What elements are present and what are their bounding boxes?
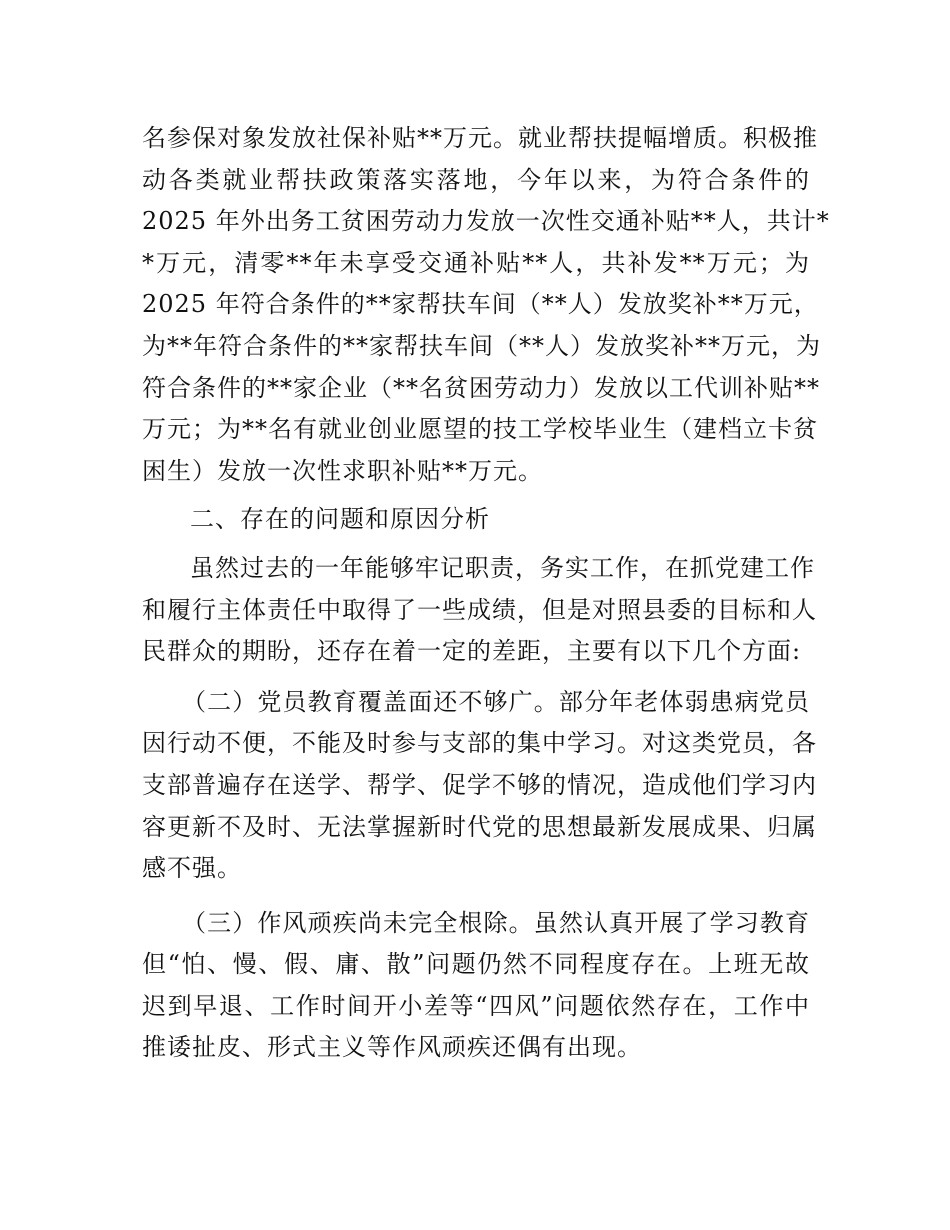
text-line: 符合条件的**家企业（**名贫困劳动力）发放以工代训补贴** bbox=[142, 373, 820, 402]
text-line: 2025 年符合条件的**家帮扶车间（**人）发放奖补**万元， bbox=[142, 290, 819, 319]
document-body bbox=[142, 118, 830, 1069]
section-heading: 二、存在的问题和原因分析 bbox=[190, 505, 490, 534]
text-line: 支部普遍存在送学、帮学、促学不够的情况，造成他们学习内 bbox=[142, 770, 817, 799]
text-line: 迟到早退、工作时间开小差等“四风”问题依然存在，工作中 bbox=[142, 991, 810, 1020]
text-line: （三）作风顽疾尚未完全根除。虽然认真开展了学习教育 bbox=[182, 908, 810, 937]
text-line: 因行动不便，不能及时参与支部的集中学习。对这类党员，各 bbox=[142, 729, 817, 758]
text-line: 和履行主体责任中取得了一些成绩，但是对照县委的目标和人 bbox=[142, 595, 817, 624]
text-line: 2025 年外出务工贫困劳动力发放一次性交通补贴**人，共计* bbox=[142, 207, 830, 236]
paragraph-employment-subsidy bbox=[142, 118, 830, 492]
text-line: 感不强。 bbox=[142, 854, 242, 883]
paragraph-party-education bbox=[142, 682, 817, 890]
text-line: 民群众的期盼，还存在着一定的差距，主要有以下几个方面: bbox=[142, 637, 802, 666]
text-line: 万元；为**名有就业创业愿望的技工学校毕业生（建档立卡贫 bbox=[142, 415, 818, 444]
paragraph-work-style bbox=[142, 903, 810, 1069]
text-line: 名参保对象发放社保补贴**万元。就业帮扶提幅增质。积极推 bbox=[142, 124, 818, 152]
paragraph-problems-intro bbox=[142, 548, 817, 673]
text-line: 容更新不及时、无法掌握新时代党的思想最新发展成果、归属 bbox=[142, 812, 817, 841]
text-line: 虽然过去的一年能够牢记职责，务实工作，在抓党建工作 bbox=[190, 553, 815, 582]
text-line: 为**年符合条件的**家帮扶车间（**人）发放奖补**万元，为 bbox=[142, 331, 821, 360]
text-line: 但“怕、慢、假、庸、散”问题仍然不同程度存在。上班无故 bbox=[142, 950, 810, 979]
text-line: 动各类就业帮扶政策落实落地，今年以来，为符合条件的 bbox=[142, 165, 810, 194]
text-line: （二）党员教育覆盖面还不够广。部分年老体弱患病党员 bbox=[182, 687, 810, 716]
text-line: *万元，清零**年未享受交通补贴**人，共补发**万元；为 bbox=[142, 248, 810, 277]
text-line: 推诿扯皮、形式主义等作风顽疾还偶有出现。 bbox=[142, 1033, 642, 1062]
text-line: 困生）发放一次性求职补贴**万元。 bbox=[142, 456, 543, 485]
